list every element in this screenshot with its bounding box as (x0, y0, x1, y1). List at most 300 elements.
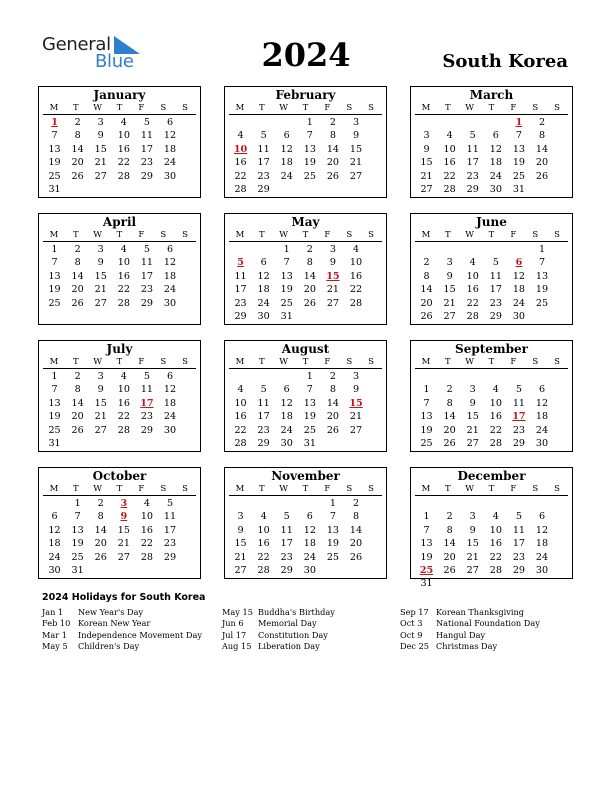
day-cell: 7 (283, 257, 290, 269)
month-april (38, 213, 201, 325)
weekday-header: S (160, 357, 167, 367)
day-cell: 11 (140, 384, 154, 396)
day-cell: 30 (257, 310, 270, 322)
day-cell: 1 (51, 371, 58, 382)
day-cell: 11 (466, 143, 479, 155)
logo-word-blue: Blue (95, 51, 134, 72)
weekday-header-row (415, 483, 568, 496)
holidays-title: 2024 Holidays for South Korea (42, 592, 206, 603)
day-grid (229, 370, 382, 450)
day-cell: 27 (420, 183, 433, 195)
day-cell: 8 (329, 130, 336, 142)
weekday-header: S (160, 484, 167, 494)
day-cell: 18 (163, 143, 177, 155)
holiday-name: Constitution Day (258, 629, 328, 640)
day-cell: 7 (51, 257, 58, 269)
empty-day-cell (438, 116, 461, 129)
day-cell: 9 (446, 270, 453, 282)
weekday-header: S (368, 230, 374, 240)
empty-day-cell (43, 497, 66, 510)
day-cell: 2 (329, 371, 336, 382)
day-cell: 27 (443, 310, 456, 322)
month-title: March (469, 88, 514, 102)
day-cell: 23 (140, 157, 154, 169)
day-cell: 27 (349, 424, 363, 436)
day-cell: 28 (349, 297, 363, 309)
day-cell: 10 (234, 397, 247, 409)
day-cell: 9 (423, 143, 430, 155)
day-cell: 4 (492, 511, 499, 523)
day-cell: 8 (446, 524, 453, 536)
day-cell: 17 (140, 143, 154, 155)
day-cell: 13 (48, 397, 61, 409)
day-cell: 6 (306, 511, 313, 523)
day-cell: 7 (515, 130, 522, 142)
day-cell: 2 (74, 371, 81, 382)
day-cell: 2 (74, 117, 81, 128)
day-cell: 1 (283, 244, 290, 255)
day-cell: 9 (469, 524, 476, 536)
day-cell: 19 (48, 157, 61, 169)
empty-day-cell (252, 243, 275, 256)
day-cell: 11 (163, 511, 177, 523)
weekday-header: T (488, 357, 495, 367)
month-title: June (476, 215, 507, 229)
day-cell: 12 (48, 524, 61, 536)
day-cell: 28 (117, 424, 130, 436)
empty-day-cell (461, 116, 484, 129)
day-cell: 24 (257, 297, 270, 309)
weekday-header: S (368, 103, 374, 113)
logo-word-general: General (42, 34, 111, 55)
day-cell: 6 (260, 257, 267, 269)
day-cell: 28 (234, 183, 247, 195)
holiday-name: Hangul Day (436, 629, 486, 640)
day-cell: 14 (71, 270, 84, 282)
empty-day-cell (415, 116, 438, 129)
day-cell: 17 (257, 411, 270, 423)
day-cell: 29 (234, 310, 247, 322)
day-cell: 10 (349, 257, 363, 269)
weekday-header: S (346, 484, 353, 494)
day-cell: 4 (260, 511, 267, 523)
day-cell: 9 (352, 130, 360, 142)
month-march (410, 86, 573, 198)
day-cell: 11 (512, 524, 526, 536)
day-cell: 30 (535, 564, 549, 576)
weekday-header: S (368, 357, 374, 367)
weekday-header: F (138, 230, 145, 240)
holiday-row (400, 630, 540, 641)
weekday-header: F (324, 230, 331, 240)
day-cell: 6 (492, 130, 499, 142)
day-cell: 6 (166, 371, 174, 382)
day-cell: 19 (71, 538, 84, 550)
day-cell: 25 (420, 437, 433, 449)
day-cell: 13 (303, 397, 316, 409)
holiday-name: New Year's Day (78, 607, 144, 617)
day-cell: 27 (94, 297, 107, 309)
holiday-day-cell: 6 (515, 257, 523, 269)
weekday-header: W (279, 103, 289, 113)
day-cell: 11 (489, 270, 502, 282)
weekday-header-row (43, 483, 196, 496)
day-cell: 29 (140, 424, 154, 436)
day-cell: 6 (538, 384, 546, 396)
holiday-date: Feb 10 (42, 618, 71, 629)
day-cell: 5 (260, 384, 267, 396)
day-cell: 30 (48, 564, 61, 576)
day-cell: 18 (163, 397, 177, 409)
day-cell: 23 (466, 170, 479, 182)
weekday-header: T (444, 103, 451, 113)
day-cell: 1 (423, 511, 430, 523)
weekday-header: S (182, 103, 188, 113)
weekday-header: S (160, 103, 167, 113)
empty-day-cell (229, 243, 252, 256)
day-cell: 26 (303, 297, 316, 309)
day-cell: 5 (143, 244, 150, 255)
day-cell: 13 (48, 143, 61, 155)
holiday-day-cell: 10 (233, 143, 248, 155)
day-cell: 19 (303, 411, 316, 423)
day-cell: 9 (97, 130, 104, 142)
day-cell: 18 (512, 284, 526, 296)
day-cell: 1 (306, 371, 313, 382)
holiday-row (400, 607, 540, 618)
day-cell: 1 (51, 244, 58, 255)
holiday-row (400, 618, 540, 629)
day-cell: 8 (352, 511, 360, 523)
day-cell: 21 (94, 157, 107, 169)
day-cell: 25 (535, 297, 549, 309)
month-title: November (271, 469, 340, 483)
day-grid (43, 243, 196, 310)
day-cell: 2 (423, 257, 430, 269)
day-cell: 30 (163, 424, 177, 436)
holiday-day-cell: 5 (237, 257, 244, 269)
month-title: April (102, 215, 137, 229)
month-title: September (455, 342, 528, 356)
day-cell: 25 (48, 170, 61, 182)
day-cell: 17 (163, 524, 177, 536)
holiday-date: Oct 9 (400, 629, 423, 640)
day-cell: 15 (420, 157, 433, 169)
day-cell: 29 (466, 183, 479, 195)
month-october (38, 467, 201, 579)
day-cell: 25 (303, 170, 316, 182)
holiday-name: Memorial Day (258, 618, 317, 629)
day-cell: 30 (163, 170, 177, 182)
day-cell: 8 (423, 270, 430, 282)
holiday-column (222, 607, 335, 652)
day-cell: 8 (306, 257, 313, 269)
day-cell: 20 (443, 424, 456, 436)
empty-day-cell (461, 243, 484, 256)
day-cell: 29 (257, 437, 270, 449)
empty-day-cell (252, 116, 275, 129)
empty-day-cell (530, 497, 553, 510)
weekday-header-row (415, 229, 568, 242)
day-cell: 13 (48, 270, 61, 282)
day-cell: 29 (512, 437, 526, 449)
day-cell: 30 (535, 437, 549, 449)
day-cell: 14 (535, 143, 549, 155)
month-february (224, 86, 387, 198)
empty-day-cell (438, 370, 461, 383)
day-cell: 24 (489, 170, 502, 182)
day-cell: 25 (326, 551, 340, 563)
day-cell: 21 (466, 551, 479, 563)
day-cell: 11 (140, 130, 154, 142)
empty-day-cell (229, 497, 252, 510)
day-cell: 14 (443, 538, 456, 550)
day-cell: 20 (71, 411, 84, 423)
day-cell: 4 (120, 117, 127, 128)
day-grid (43, 497, 196, 577)
day-cell: 6 (166, 244, 174, 255)
day-cell: 12 (280, 143, 293, 155)
day-cell: 31 (71, 564, 84, 576)
day-cell: 22 (489, 551, 502, 563)
day-cell: 26 (443, 564, 456, 576)
day-cell: 10 (117, 257, 130, 269)
day-cell: 2 (446, 384, 453, 396)
day-cell: 8 (538, 130, 546, 142)
day-cell: 19 (535, 284, 549, 296)
day-cell: 5 (469, 130, 476, 142)
weekday-header: M (421, 103, 431, 113)
day-grid (415, 116, 568, 196)
empty-day-cell (484, 370, 507, 383)
day-cell: 18 (280, 157, 293, 169)
day-cell: 20 (71, 157, 84, 169)
day-cell: 21 (94, 284, 107, 296)
weekday-header-row (229, 102, 382, 115)
holiday-name: Christmas Day (436, 640, 498, 651)
day-cell: 3 (237, 511, 244, 523)
day-cell: 27 (94, 170, 107, 182)
day-cell: 28 (140, 551, 154, 563)
weekday-header: M (235, 484, 245, 494)
holiday-row (42, 607, 202, 618)
weekday-header: M (421, 357, 431, 367)
holiday-day-cell: 3 (120, 498, 128, 509)
weekday-header: S (554, 357, 560, 367)
empty-day-cell (275, 370, 298, 383)
day-cell: 7 (423, 397, 430, 409)
day-cell: 29 (489, 310, 502, 322)
day-cell: 8 (74, 130, 81, 142)
day-cell: 18 (535, 538, 549, 550)
day-cell: 16 (349, 270, 363, 282)
holiday-column (400, 607, 540, 652)
weekday-header: T (72, 357, 79, 367)
holiday-name: Children's Day (78, 640, 140, 651)
day-cell: 2 (306, 244, 313, 255)
day-cell: 31 (420, 578, 433, 590)
day-grid (43, 370, 196, 450)
day-cell: 14 (326, 143, 340, 155)
day-cell: 28 (466, 310, 479, 322)
day-cell: 28 (489, 437, 502, 449)
day-cell: 16 (466, 284, 479, 296)
weekday-header: W (465, 357, 475, 367)
day-cell: 20 (71, 284, 84, 296)
day-cell: 13 (535, 270, 549, 282)
day-cell: 4 (120, 371, 127, 382)
day-cell: 16 (443, 157, 456, 169)
day-cell: 8 (74, 257, 81, 269)
day-cell: 29 (280, 564, 293, 576)
weekday-header: W (465, 230, 475, 240)
day-cell: 17 (280, 538, 293, 550)
weekday-header: S (532, 357, 539, 367)
day-cell: 18 (303, 538, 316, 550)
weekday-header: T (488, 230, 495, 240)
day-cell: 24 (163, 284, 177, 296)
empty-day-cell (484, 243, 507, 256)
day-cell: 7 (51, 384, 58, 396)
weekday-header: F (324, 103, 331, 113)
empty-day-cell (275, 116, 298, 129)
calendar-year: 2024 (261, 36, 351, 74)
holiday-name: National Foundation Day (436, 618, 540, 629)
empty-day-cell (461, 370, 484, 383)
day-cell: 9 (469, 397, 476, 409)
day-cell: 3 (97, 371, 104, 382)
weekday-header: S (532, 484, 539, 494)
empty-day-cell (415, 497, 438, 510)
day-cell: 8 (446, 397, 453, 409)
day-cell: 12 (535, 524, 549, 536)
day-cell: 28 (443, 183, 456, 195)
day-cell: 29 (140, 297, 154, 309)
day-cell: 6 (51, 511, 58, 523)
holiday-row (400, 641, 540, 652)
day-cell: 30 (280, 437, 293, 449)
day-cell: 23 (140, 284, 154, 296)
weekday-header: W (465, 103, 475, 113)
day-cell: 20 (443, 551, 456, 563)
day-cell: 18 (535, 411, 549, 423)
day-cell: 16 (489, 538, 502, 550)
empty-day-cell (507, 243, 530, 256)
month-may (224, 213, 387, 325)
weekday-header: T (116, 357, 123, 367)
weekday-header: S (346, 357, 353, 367)
day-cell: 22 (257, 551, 270, 563)
day-cell: 22 (443, 170, 456, 182)
weekday-header: T (488, 103, 495, 113)
empty-day-cell (415, 243, 438, 256)
day-cell: 21 (466, 424, 479, 436)
day-grid (229, 243, 382, 323)
day-cell: 23 (512, 551, 526, 563)
weekday-header: F (510, 230, 517, 240)
day-cell: 9 (97, 257, 104, 269)
weekday-header: S (346, 230, 353, 240)
holiday-date: Jan 1 (42, 607, 64, 617)
weekday-header: S (368, 484, 374, 494)
holiday-day-cell: 25 (419, 564, 434, 576)
day-cell: 9 (329, 257, 336, 269)
day-cell: 2 (446, 511, 453, 523)
holiday-date: Mar 1 (42, 629, 67, 640)
day-cell: 23 (512, 424, 526, 436)
holiday-column (42, 607, 202, 652)
day-cell: 9 (352, 384, 360, 396)
day-cell: 22 (489, 424, 502, 436)
holiday-day-cell: 1 (51, 117, 58, 128)
holiday-day-cell: 1 (515, 117, 523, 128)
day-cell: 15 (117, 524, 130, 536)
day-cell: 17 (257, 157, 270, 169)
day-cell: 2 (538, 117, 546, 128)
weekday-header: F (138, 357, 145, 367)
day-grid (415, 243, 568, 323)
empty-day-cell (438, 497, 461, 510)
day-cell: 15 (466, 411, 479, 423)
day-cell: 21 (94, 411, 107, 423)
weekday-header: W (93, 103, 103, 113)
weekday-header: F (510, 103, 517, 113)
day-cell: 1 (306, 117, 313, 128)
day-cell: 5 (283, 511, 290, 523)
day-cell: 12 (489, 143, 502, 155)
day-cell: 15 (443, 284, 456, 296)
holiday-row (42, 641, 202, 652)
day-cell: 3 (469, 511, 476, 523)
day-cell: 24 (280, 424, 293, 436)
holiday-name: Korean New Year (78, 618, 151, 629)
day-cell: 11 (257, 397, 270, 409)
day-cell: 4 (469, 257, 476, 269)
weekday-header: T (444, 357, 451, 367)
weekday-header: S (554, 484, 560, 494)
holiday-day-cell: 15 (326, 270, 340, 282)
month-september (410, 340, 573, 452)
holiday-row (222, 641, 335, 652)
day-grid (43, 116, 196, 196)
day-cell: 2 (352, 498, 360, 509)
day-cell: 27 (326, 297, 340, 309)
empty-day-cell (229, 370, 252, 383)
day-cell: 23 (257, 170, 270, 182)
weekday-header: S (182, 484, 188, 494)
day-cell: 12 (163, 384, 177, 396)
day-cell: 4 (143, 498, 150, 509)
weekday-header: W (93, 357, 103, 367)
day-cell: 16 (234, 411, 247, 423)
day-cell: 6 (166, 117, 174, 128)
day-cell: 27 (117, 551, 130, 563)
day-cell: 25 (303, 424, 316, 436)
day-cell: 22 (349, 284, 363, 296)
empty-day-cell (229, 116, 252, 129)
weekday-header: T (258, 103, 265, 113)
day-cell: 11 (234, 270, 247, 282)
day-cell: 16 (117, 143, 130, 155)
day-cell: 13 (303, 143, 316, 155)
month-title: July (106, 342, 133, 356)
day-cell: 28 (117, 297, 130, 309)
day-cell: 22 (466, 297, 479, 309)
day-cell: 19 (512, 157, 526, 169)
day-cell: 25 (512, 170, 526, 182)
day-cell: 15 (94, 397, 107, 409)
day-cell: 31 (280, 310, 293, 322)
